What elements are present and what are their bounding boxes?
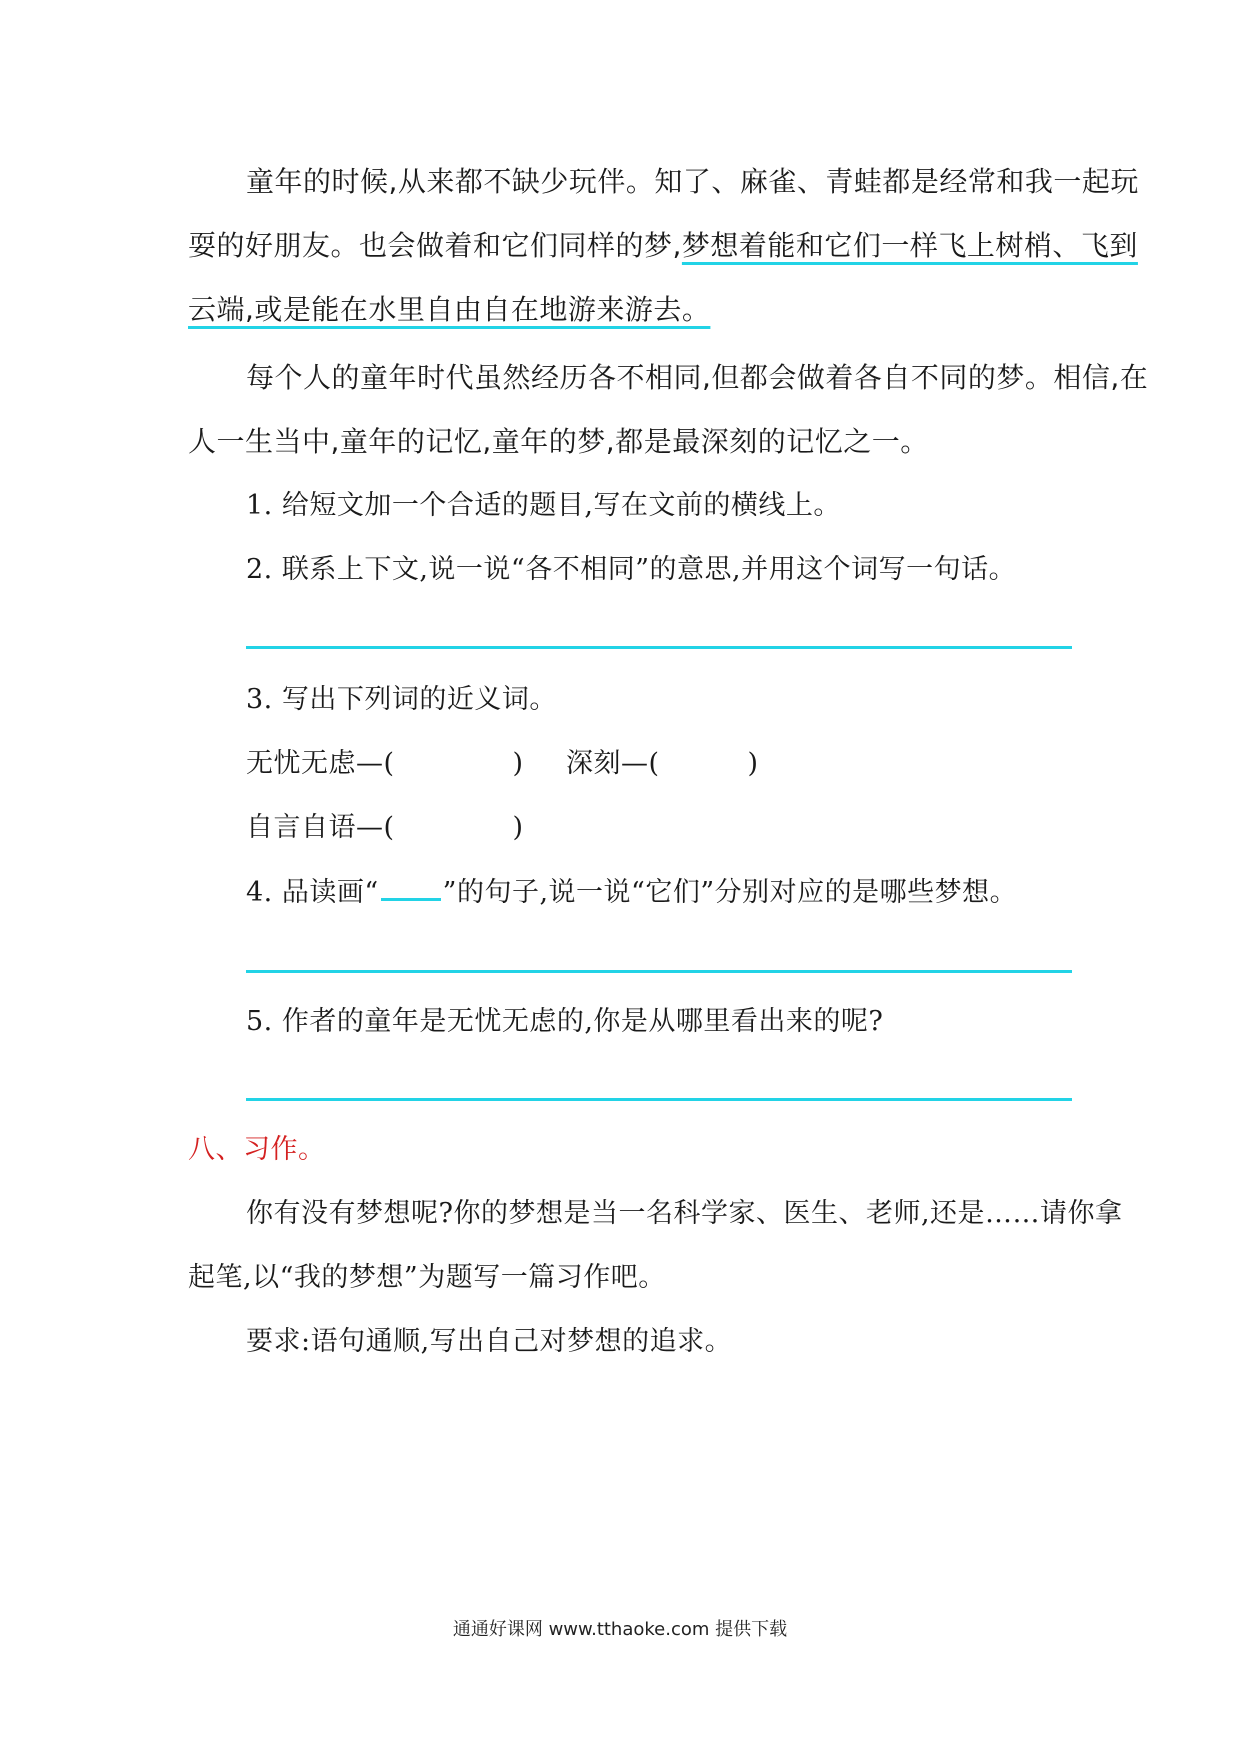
question-4-text: 4. 品读画“ bbox=[246, 877, 379, 908]
passage-line bbox=[188, 226, 1138, 266]
prompt-line: 你有没有梦想呢?你的梦想是当一名科学家、医生、老师,还是……请你拿 bbox=[246, 1198, 1123, 1229]
section-heading: 八、习作。 bbox=[188, 1134, 326, 1165]
footer-text: 通通好课网 www.tthaoke.com 提供下载 bbox=[452, 1619, 788, 1640]
answer-line-q4[interactable] bbox=[246, 970, 1072, 973]
prompt-line: 起笔,以“我的梦想”为题写一篇习作吧。 bbox=[188, 1262, 666, 1293]
passage-line: 人一生当中,童年的记忆,童年的梦,都是最深刻的记忆之一。 bbox=[188, 425, 929, 458]
synonym-item-3 bbox=[246, 808, 524, 848]
underlined-sentence: 云端,或是能在水里自由自在地游来游去。 bbox=[188, 293, 711, 326]
underline-sample bbox=[381, 872, 441, 901]
answer-line-q5[interactable] bbox=[246, 1098, 1072, 1101]
question-5: 5. 作者的童年是无忧无虑的,你是从哪里看出来的呢? bbox=[246, 1006, 884, 1037]
synonym-word: 无忧无虑—( bbox=[246, 748, 395, 779]
synonym-word: 深刻—( bbox=[566, 748, 660, 779]
synonym-close: ) bbox=[512, 812, 524, 843]
question-4 bbox=[246, 872, 1017, 913]
synonym-item-2 bbox=[566, 744, 759, 784]
question-2: 2. 联系上下文,说一说“各不相同”的意思,并用这个词写一句话。 bbox=[246, 554, 1017, 585]
passage-line: 童年的时候,从来都不缺少玩伴。知了、麻雀、青蛙都是经常和我一起玩 bbox=[246, 165, 1139, 198]
question-3: 3. 写出下列词的近义词。 bbox=[246, 684, 557, 715]
requirement-line: 要求:语句通顺,写出自己对梦想的追求。 bbox=[246, 1326, 733, 1357]
synonym-item-1 bbox=[246, 744, 524, 784]
synonym-close: ) bbox=[747, 748, 759, 779]
synonym-word: 自言自语—( bbox=[246, 812, 395, 843]
question-1: 1. 给短文加一个合适的题目,写在文前的横线上。 bbox=[246, 490, 841, 521]
answer-line-q2[interactable] bbox=[246, 646, 1072, 649]
synonym-close: ) bbox=[512, 748, 524, 779]
passage-line: 每个人的童年时代虽然经历各不相同,但都会做着各自不同的梦。相信,在 bbox=[246, 361, 1149, 394]
underlined-sentence: 梦想着能和它们一样飞上树梢、飞到 bbox=[681, 229, 1138, 262]
question-4-text: ”的句子,说一说“它们”分别对应的是哪些梦想。 bbox=[442, 877, 1018, 908]
passage-text: 耍的好朋友。也会做着和它们同样的梦, bbox=[188, 229, 682, 262]
